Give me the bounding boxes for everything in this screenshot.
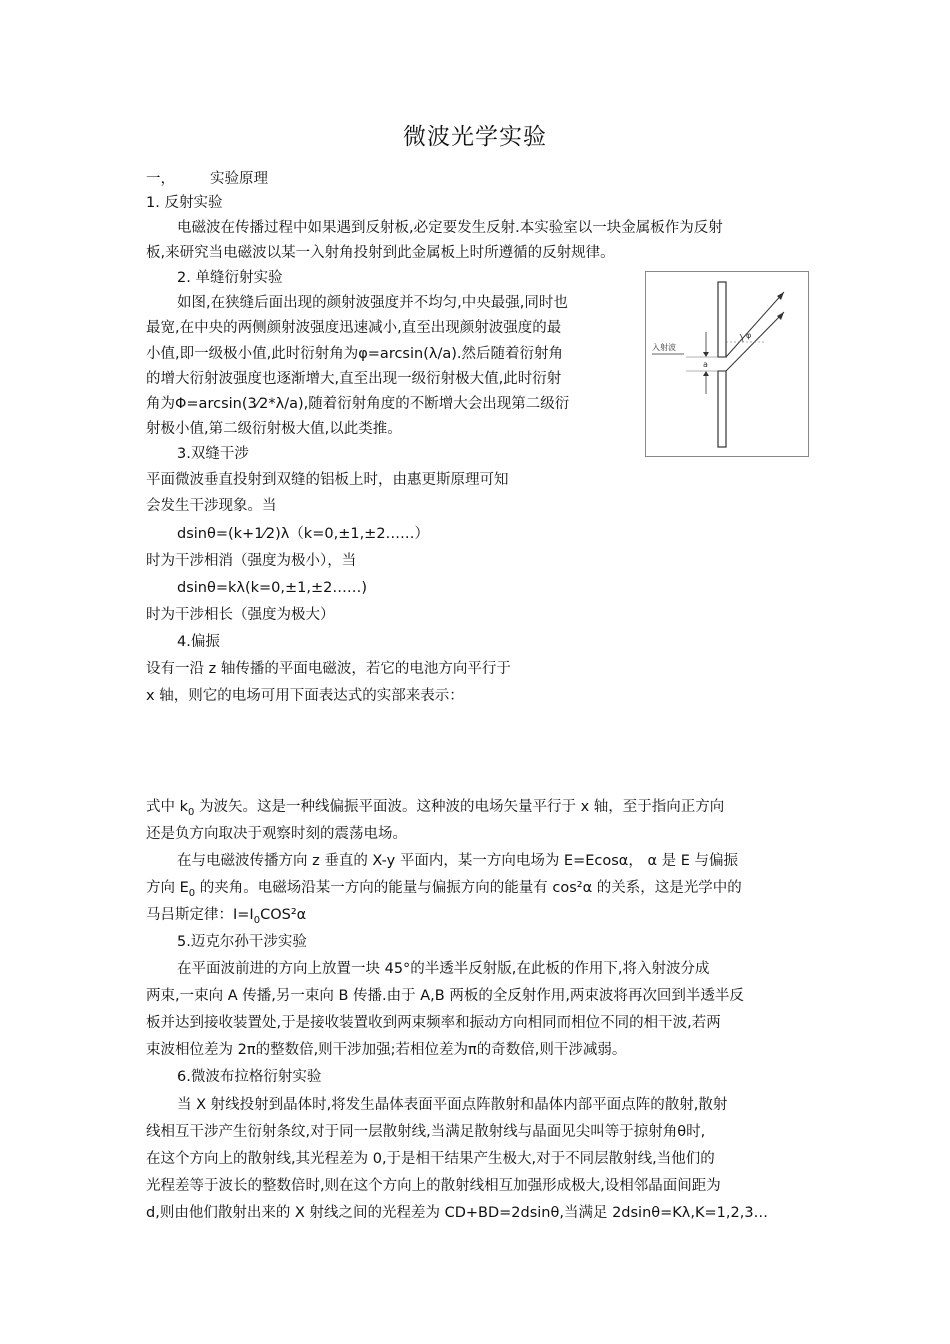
- double-slit-line-1: 平面微波垂直投射到双缝的铝板上时，由惠更斯原理可知: [146, 472, 509, 488]
- heading-bragg: 6.微波布拉格衍射实验: [177, 1069, 322, 1085]
- heading-polarization: 4.偏振: [177, 634, 220, 650]
- bragg-line-5: d,则由他们散射出来的 X 射线之间的光程差为 CD+BD=2dsinθ,当满足 2dsinθ=Kλ,K=1,2,3…: [146, 1205, 769, 1221]
- page-title: 微波光学实验: [403, 124, 547, 150]
- polarization-line-1: 设有一沿 z 轴传播的平面电磁波，若它的电池方向平行于: [146, 661, 511, 677]
- single-slit-line-3: 小值,即一级极小值,此时衍射角为φ=arcsin(λ/a).然后随着衍射角: [146, 346, 563, 362]
- upper-slit-plate: [718, 282, 726, 357]
- angle-label: φ: [746, 331, 752, 340]
- subscript: 0: [188, 888, 196, 899]
- michelson-line-2: 两束,一束向 A 传播,另一束向 B 传播.由于 A,B 两板的全反射作用,两束波将再次回到半透半反: [146, 988, 744, 1004]
- single-slit-line-5: 角为Φ=arcsin(3⁄2*λ/a),随着衍射角度的不断增大会出现第二级衍: [146, 396, 570, 412]
- text-run: 马吕斯定律：I=I: [146, 907, 254, 923]
- double-slit-line-2: 会发生干涉现象。当: [146, 498, 277, 514]
- text-run: 式中 k: [146, 799, 189, 815]
- destructive-result: 时为干涉相消（强度为极小），当: [146, 553, 357, 569]
- incident-wave-label: 入射波: [652, 343, 676, 352]
- heading-single-slit: 2. 单缝衍射实验: [177, 270, 283, 286]
- slit-arrowhead-top: [703, 352, 709, 357]
- formula-destructive: dsinθ=(k+1⁄2)λ（k=0,±1,±2……）: [177, 526, 430, 542]
- single-slit-line-1: 如图,在狭缝后面出现的颜射波强度并不均匀,中央最强,同时也: [177, 295, 568, 311]
- diffracted-arrowhead-lower: [777, 312, 784, 320]
- michelson-line-1: 在平面波前进的方向上放置一块 45°的半透半反射版,在此板的作用下,将入射波分成: [177, 961, 710, 977]
- malus-law-line: [146, 905, 306, 925]
- michelson-line-4: 束波相位差为 2π的整数倍,则干涉加强;若相位差为π的奇数倍,则干涉减弱。: [146, 1042, 627, 1058]
- polarization-para2-line2: [146, 878, 742, 898]
- single-slit-line-4: 的增大衍射波强度也逐渐增大,直至出现一级衍射极大值,此时衍射: [146, 371, 562, 387]
- section-heading-principle: [146, 169, 268, 189]
- michelson-line-3: 板并达到接收装置处,于是接收装置收到两束频率和振动方向相同而相位不同的相干波,若两: [146, 1015, 721, 1031]
- heading-reflection: 1. 反射实验: [146, 195, 223, 211]
- polarization-para1-line1: [146, 797, 724, 817]
- slit-width-label: a: [703, 360, 708, 369]
- single-slit-figure: [645, 271, 809, 457]
- text-run: 的夹角。电磁场沿某一方向的能量与偏振方向的能量有 cos²α 的关系，这是光学中的: [195, 880, 742, 896]
- text-run: 为波矢。这是一种线偏振平面波。这种波的电场矢量平行于 x 轴，至于指向正方向: [194, 799, 725, 815]
- single-slit-line-2: 最宽,在中央的两侧颜射波强度迅速减小,直至出现颜射波强度的最: [146, 320, 562, 336]
- text-run: 方向 E: [146, 880, 189, 896]
- slit-arrowhead-bottom: [703, 371, 709, 376]
- section-number: 一，: [146, 171, 175, 187]
- bragg-line-3: 在这个方向上的散射线,其光程差为 0,于是相干结果产生极大,对于不同层散射线,当他们的: [146, 1151, 715, 1167]
- polarization-para1-line2: 还是负方向取决于观察时刻的震荡电场。: [146, 826, 407, 842]
- polarization-line-2: x 轴，则它的电场可用下面表达式的实部来表示：: [146, 688, 464, 704]
- single-slit-diagram: [646, 272, 808, 456]
- formula-constructive: dsinθ=kλ(k=0,±1,±2……): [177, 580, 368, 596]
- subscript: 0: [188, 807, 195, 818]
- subscript: 0: [253, 915, 261, 926]
- reflection-line-1: 电磁波在传播过程中如果遇到反射板,必定要发生反射.本实验室以一块金属板作为反射: [177, 220, 723, 236]
- constructive-result: 时为干涉相长（强度为极大）: [146, 607, 335, 623]
- polarization-para2-line1: 在与电磁波传播方向 z 垂直的 X-y 平面内，某一方向电场为 E=Ecosα， α 是 E 与偏振: [177, 853, 739, 869]
- lower-slit-plate: [718, 371, 726, 447]
- heading-michelson: 5.迈克尔孙干涉实验: [177, 934, 307, 950]
- diffracted-ray-upper: [726, 292, 784, 357]
- heading-double-slit: 3.双缝干涉: [177, 446, 249, 462]
- reflection-line-2: 板,来研究当电磁波以某一入射角投射到此金属板上时所遵循的反射规律。: [146, 245, 615, 261]
- bragg-line-4: 光程差等于波长的整数倍时,则在这个方向上的散射线相互加强形成极大,设相邻晶面间距为: [146, 1178, 721, 1194]
- single-slit-line-6: 射极小值,第二级衍射极大值,以此类推。: [146, 421, 402, 437]
- bragg-line-2: 线相互干涉产生衍射条纹,对于同一层散射线,当满足散射线与晶面见尖叫等于掠射角θ时,: [146, 1124, 706, 1140]
- diffracted-ray-lower: [726, 312, 784, 371]
- bragg-line-1: 当 X 射线投射到晶体时,将发生晶体表面平面点阵散射和晶体内部平面点阵的散射,散射: [177, 1097, 728, 1113]
- text-run: COS²α: [260, 907, 307, 923]
- section-label: 实验原理: [210, 171, 268, 187]
